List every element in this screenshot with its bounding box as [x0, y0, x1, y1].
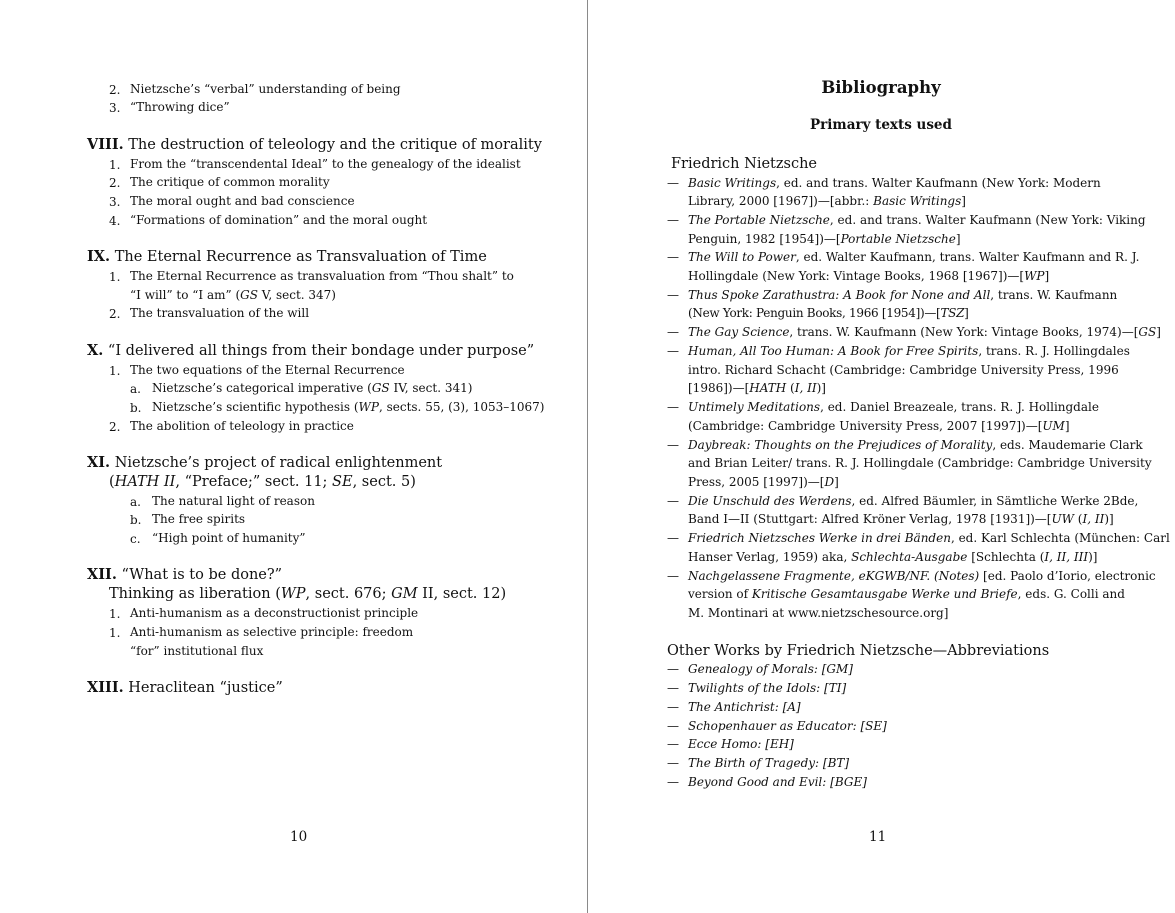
page-title: Bibliography [821, 78, 941, 97]
outline-subitem: Nietzsche’s categorical imperative (GS IV, sect. 341) [152, 381, 473, 395]
list-marker: 1. [109, 158, 121, 172]
outline-item: The two equations of the Eternal Recurrence [130, 363, 405, 377]
outline-subitem: The natural light of reason [152, 494, 315, 508]
bibliography-entry-continued: Press, 2005 [1997])—[D] [688, 475, 839, 489]
outline-subitem: The free spirits [152, 512, 246, 526]
entry-dash: — [667, 288, 679, 302]
section-subtitle: Primary texts used [810, 117, 952, 133]
list-marker: 2. [109, 307, 121, 321]
entry-dash: — [667, 438, 679, 452]
bibliography-entry-continued: (New York: Penguin Books, 1966 [1954])—[TSZ] [688, 306, 969, 320]
outline-subitem: Nietzsche’s scientific hypothesis (WP, sects. 55, (3), 1053–1067) [152, 400, 545, 414]
bibliography-entry-continued: M. Montinari at www.nietzschesource.org] [688, 606, 949, 620]
bibliography-entry-continued: Band I—II (Stuttgart: Alfred Kröner Verlag, 1978 [1931])—[UW (I, II)] [688, 512, 1114, 526]
entry-dash: — [667, 700, 679, 714]
list-marker: 2. [109, 83, 121, 97]
list-marker: a. [130, 382, 141, 396]
section-heading-xiii: XIII. Heraclitean “justice” [87, 679, 283, 696]
section-subheading-xi: (HATH II, “Preface;” sect. 11; SE, sect. 5) [109, 474, 416, 490]
other-works-heading: Other Works by Friedrich Nietzsche—Abbreviations [667, 643, 1050, 659]
outline-item: The critique of common morality [130, 175, 330, 189]
entry-dash: — [667, 569, 679, 583]
section-subheading-xii: Thinking as liberation (WP, sect. 676; GM II, sect. 12) [109, 586, 507, 602]
page-number-left: 10 [290, 829, 308, 845]
bibliography-entry: Thus Spoke Zarathustra: A Book for None and All, trans. W. Kaufmann [688, 288, 1118, 302]
list-marker: 3. [109, 195, 121, 209]
entry-dash: — [667, 400, 679, 414]
abbreviation-entry: The Birth of Tragedy: [BT] [688, 756, 850, 770]
section-heading-xi: XI. Nietzsche’s project of radical enlightenment [87, 454, 443, 471]
bibliography-entry-continued: Penguin, 1982 [1954])—[Portable Nietzsche] [688, 232, 961, 246]
outline-item-continued: “for” institutional flux [130, 644, 264, 658]
section-heading-ix: IX. The Eternal Recurrence as Transvaluation of Time [87, 248, 487, 265]
bibliography-entry-continued: [1986])—[HATH (I, II)] [688, 381, 826, 395]
entry-dash: — [667, 681, 679, 695]
list-marker: 1. [109, 626, 121, 640]
list-marker: c. [130, 532, 141, 546]
entry-dash: — [667, 662, 679, 676]
entry-dash: — [667, 737, 679, 751]
bibliography-entry: Die Unschuld des Werdens, ed. Alfred Bäumler, in Sämtliche Werke 2Bde, [688, 494, 1139, 508]
section-heading-xii: XII. “What is to be done?” [87, 566, 283, 583]
bibliography-entry: Daybreak: Thoughts on the Prejudices of Morality, eds. Maudemarie Clark [688, 438, 1143, 452]
entry-dash: — [667, 176, 679, 190]
entry-dash: — [667, 494, 679, 508]
entry-dash: — [667, 344, 679, 358]
bibliography-entry-continued: Hanser Verlag, 1959) aka, Schlechta-Ausgabe [Schlechta (I, II, III)] [688, 550, 1098, 564]
author-heading: Friedrich Nietzsche [671, 156, 817, 172]
outline-item: The moral ought and bad conscience [130, 194, 355, 208]
abbreviation-entry: Ecce Homo: [EH] [688, 737, 794, 751]
bibliography-entry-continued: intro. Richard Schacht (Cambridge: Cambridge University Press, 1996 [688, 363, 1119, 377]
bibliography-entry: The Gay Science, trans. W. Kaufmann (New York: Vintage Books, 1974)—[GS] [688, 325, 1161, 339]
abbreviation-entry: The Antichrist: [A] [688, 700, 801, 714]
entry-dash: — [667, 325, 679, 339]
entry-dash: — [667, 213, 679, 227]
page-number-right: 11 [869, 829, 887, 845]
section-heading-x: X. “I delivered all things from their bondage under purpose” [87, 342, 535, 359]
list-marker: b. [130, 513, 142, 527]
bibliography-entry: Human, All Too Human: A Book for Free Spirits, trans. R. J. Hollingdales [688, 344, 1130, 358]
list-marker: 4. [109, 214, 121, 228]
bibliography-entry: Basic Writings, ed. and trans. Walter Kaufmann (New York: Modern [688, 176, 1101, 190]
bibliography-entry-continued: (Cambridge: Cambridge University Press, 2007 [1997])—[UM] [688, 419, 1070, 433]
outline-item: Nietzsche’s “verbal” understanding of being [130, 82, 401, 96]
list-marker: 1. [109, 607, 121, 621]
outline-item-continued: “I will” to “I am” (GS V, sect. 347) [130, 288, 336, 302]
list-marker: 1. [109, 270, 121, 284]
list-marker: 1. [109, 364, 121, 378]
entry-dash: — [667, 531, 679, 545]
entry-dash: — [667, 250, 679, 264]
abbreviation-entry: Schopenhauer as Educator: [SE] [688, 719, 887, 733]
bibliography-entry: Nachgelassene Fragmente, eKGWB/NF. (Notes) [ed. Paolo d’Iorio, electronic [688, 569, 1156, 583]
list-marker: b. [130, 401, 142, 415]
list-marker: 3. [109, 101, 121, 115]
outline-item: From the “transcendental Ideal” to the genealogy of the idealist [130, 157, 521, 171]
entry-dash: — [667, 756, 679, 770]
abbreviation-entry: Twilights of the Idols: [TI] [688, 681, 847, 695]
list-marker: a. [130, 495, 141, 509]
bibliography-entry: Friedrich Nietzsches Werke in drei Bänden, ed. Karl Schlechta (München: Carl [688, 531, 1170, 545]
list-marker: 2. [109, 420, 121, 434]
entry-dash: — [667, 719, 679, 733]
outline-item: The Eternal Recurrence as transvaluation from “Thou shalt” to [130, 269, 514, 283]
entry-dash: — [667, 775, 679, 789]
outline-item: Anti-humanism as a deconstructionist principle [130, 606, 419, 620]
bibliography-entry-continued: version of Kritische Gesamtausgabe Werke und Briefe, eds. G. Colli and [688, 587, 1125, 601]
outline-subitem: “High point of humanity” [152, 531, 306, 545]
outline-item: “Throwing dice” [130, 100, 230, 114]
abbreviation-entry: Genealogy of Morals: [GM] [688, 662, 853, 676]
bibliography-entry: Untimely Meditations, ed. Daniel Breazeale, trans. R. J. Hollingdale [688, 400, 1099, 414]
bibliography-entry-continued: Hollingdale (New York: Vintage Books, 1968 [1967])—[WP] [688, 269, 1050, 283]
bibliography-entry-continued: and Brian Leiter/ trans. R. J. Hollingdale (Cambridge: Cambridge University [688, 456, 1152, 470]
outline-item: “Formations of domination” and the moral ought [130, 213, 428, 227]
bibliography-entry: The Will to Power, ed. Walter Kaufmann, trans. Walter Kaufmann and R. J. [688, 250, 1140, 264]
bibliography-entry-continued: Library, 2000 [1967])—[abbr.: Basic Writings] [688, 194, 966, 208]
section-heading-viii: VIII. The destruction of teleology and the critique of morality [87, 136, 542, 153]
abbreviation-entry: Beyond Good and Evil: [BGE] [688, 775, 867, 789]
bibliography-entry: The Portable Nietzsche, ed. and trans. Walter Kaufmann (New York: Viking [688, 213, 1146, 227]
list-marker: 2. [109, 176, 121, 190]
page-gutter-divider [587, 0, 588, 913]
outline-item: The transvaluation of the will [130, 306, 310, 320]
outline-item: The abolition of teleology in practice [130, 419, 354, 433]
outline-item: Anti-humanism as selective principle: freedom [130, 625, 414, 639]
